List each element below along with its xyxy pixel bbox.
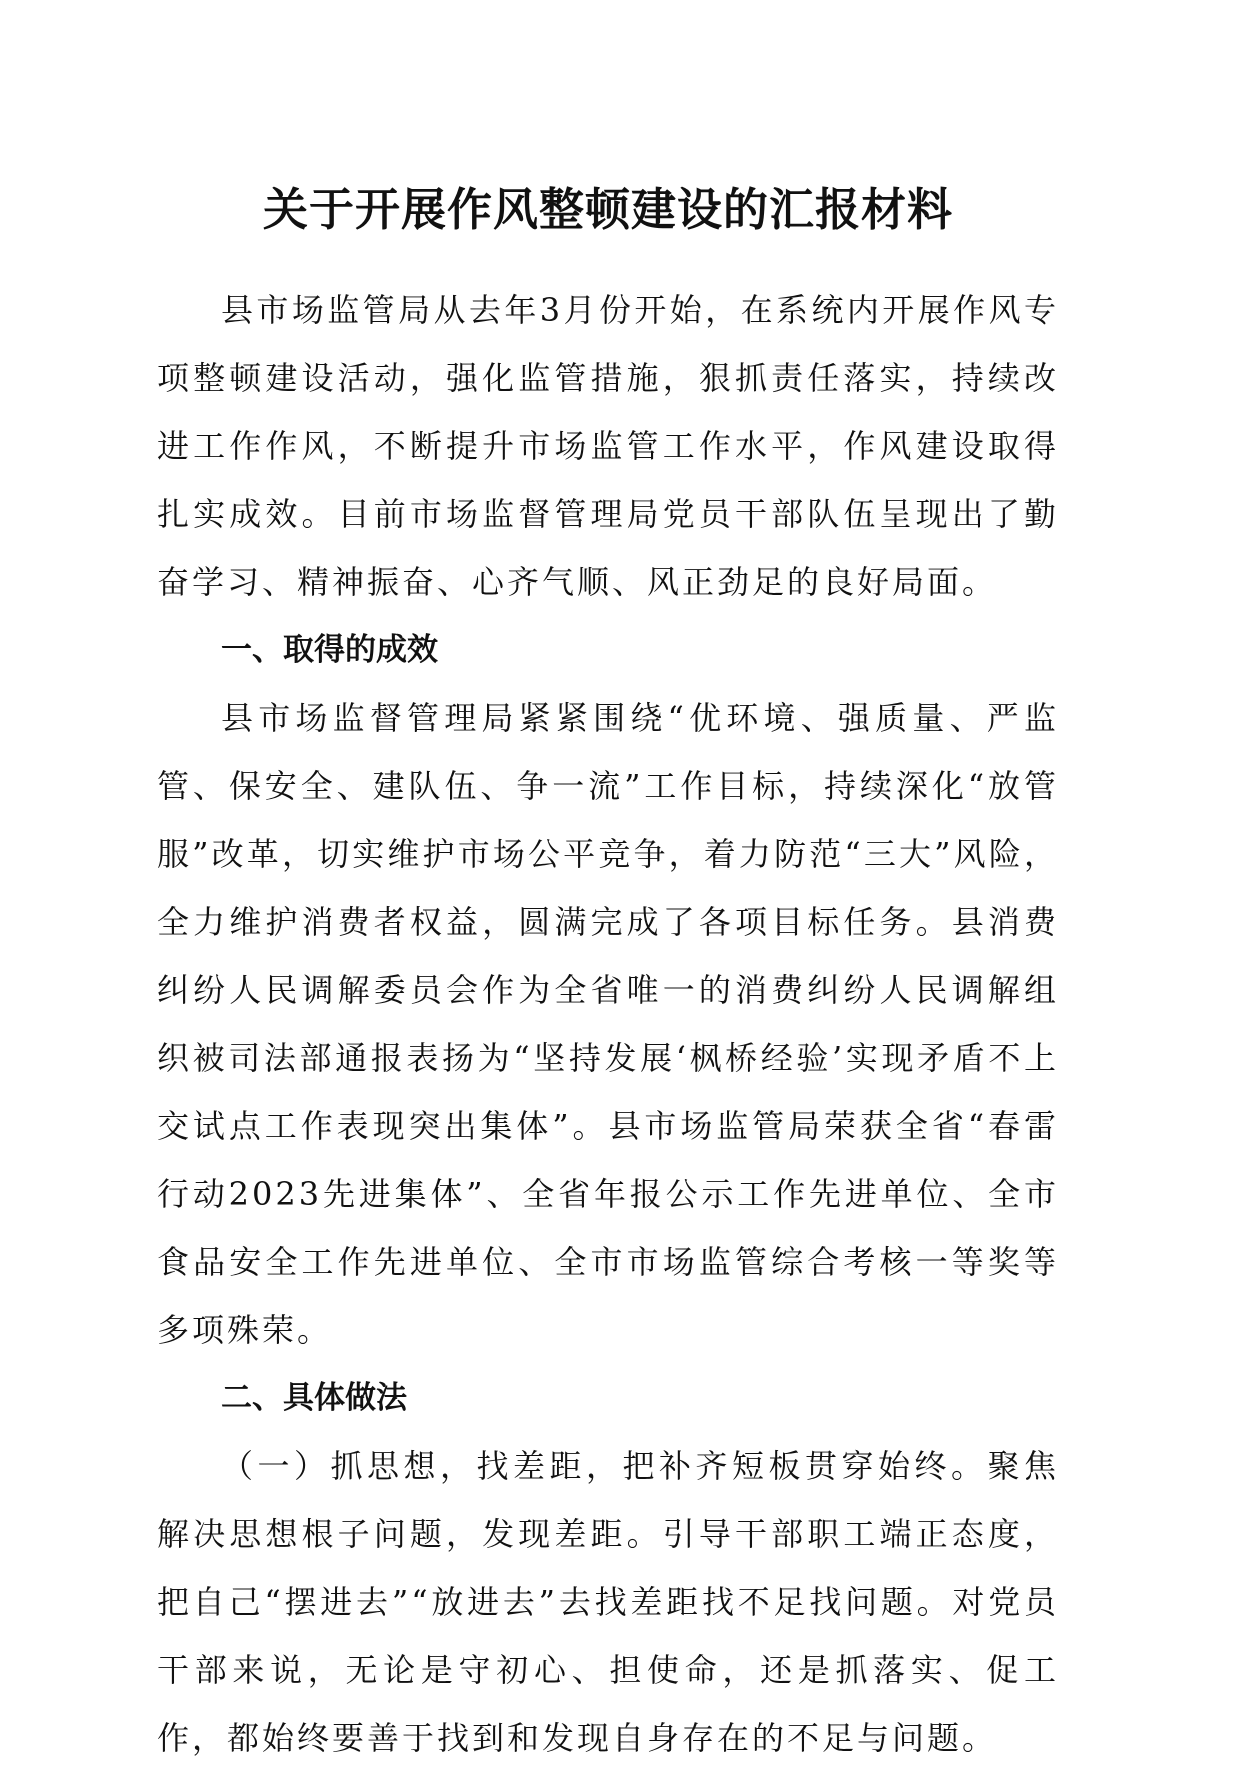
intro-paragraph: 县市场监管局从去年3月份开始，在系统内开展作风专项整顿建设活动，强化监管措施，狠抓责任落实，持续改进工作作风，不断提升市场监管工作水平，作风建设取得扎实成效。目前市场监督管理局党员干部队伍呈现出了勤奋学习、精神振奋、心齐气顺、风正劲足的良好局面。 [157, 291, 1059, 601]
document-title: 关于开展作风整顿建设的汇报材料 [262, 183, 953, 236]
achievements-paragraph: 县市场监督管理局紧紧围绕“优环境、强质量、严监管、保安全、建队伍、争一流”工作目标，持续深化“放管服”改革，切实维护市场公平竞争，着力防范“三大”风险，全力维护消费者权益，圆满完成了各项目标任务。县消费纠纷人民调解委员会作为全省唯一的消费纠纷人民调解组织被司法部通报表扬为“坚持发展‘枫桥经验’实现矛盾不上交试点工作表现突出集体”。县市场监管局荣获全省“春雷行动2023先进集体”、全省年报公示工作先进单位、全市食品安全工作先进单位、全市市场监管综合考核一等奖等多项殊荣。 [157, 699, 1059, 1349]
section-heading-achievements: 一、取得的成效 [221, 632, 438, 668]
document-page [157, 180, 1059, 1772]
section-heading-practices: 二、具体做法 [221, 1380, 407, 1416]
practices-paragraph: （一）抓思想，找差距，把补齐短板贯穿始终。聚焦解决思想根子问题，发现差距。引导干部职工端正态度，把自己“摆进去”“放进去”去找差距找不足找问题。对党员干部来说，无论是守初心、担使命，还是抓落实、促工作，都始终要善于找到和发现自身存在的不足与问题。 [157, 1447, 1059, 1757]
